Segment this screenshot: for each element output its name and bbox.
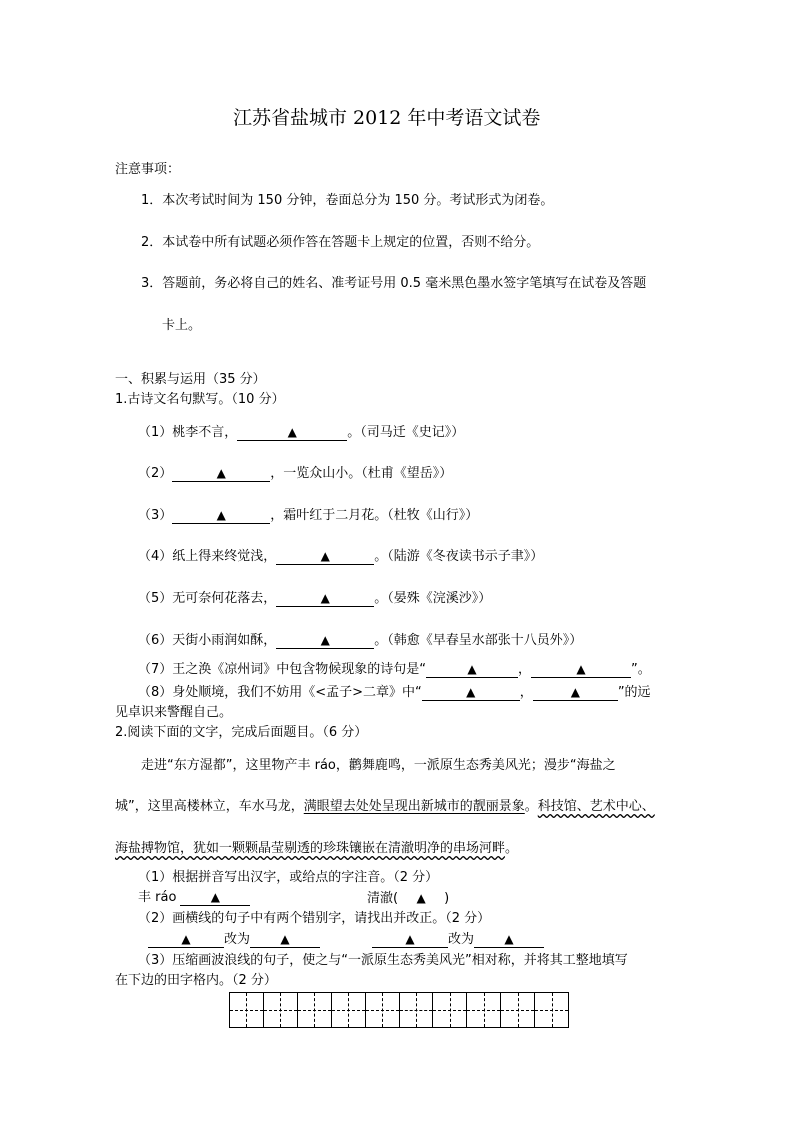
- q1-item-5-pre: （5）无可奈何花落去，: [138, 591, 277, 606]
- grid-cell[interactable]: [535, 993, 568, 1027]
- q2-sub1-a-label: 丰 ráo: [138, 890, 177, 905]
- notice-item-1: 1．本次考试时间为 150 分钟，卷面总分为 150 分。考试形式为闭卷。: [141, 193, 554, 208]
- triangle-marker: ▲: [210, 890, 221, 904]
- grid-cell[interactable]: [264, 993, 298, 1027]
- q1-item-1-blank[interactable]: [237, 424, 347, 441]
- q1-item-7-blank-a[interactable]: [426, 661, 518, 678]
- q1-item-7-post: ”。: [631, 662, 651, 677]
- wavy-underlined-sentence-b: 海盐搏物馆，犹如一颗颗晶莹剔透的珍珠镶嵌在清澈明净的串场河畔: [115, 841, 506, 856]
- grid-cell[interactable]: [230, 993, 264, 1027]
- notice-item-2: 2．本试卷中所有试题必须作答在答题卡上规定的位置，否则不给分。: [141, 235, 540, 250]
- q1-item-4-blank[interactable]: [276, 548, 374, 565]
- triangle-marker: ▲: [280, 932, 290, 946]
- q1-item-3-blank[interactable]: [172, 507, 270, 524]
- wavy-underlined-sentence-a: 科技馆、艺术中心、: [537, 799, 655, 814]
- triangle-marker: ▲: [216, 508, 226, 522]
- q1-item-5: [138, 590, 491, 608]
- grid-cell[interactable]: [400, 993, 434, 1027]
- q2-sub3-line-1: （3）压缩画波浪线的句子，使之与“一派原生态秀美风光”相对称，并将其工整地填写: [138, 953, 628, 968]
- triangle-marker: ▲: [287, 425, 297, 439]
- passage-line-1: 走进“东方湿都”，这里物产丰 ráo，鹳舞鹿鸣，一派原生态秀美风光；漫步“海盐之: [141, 758, 616, 773]
- triangle-marker: ▲: [320, 633, 330, 647]
- q1-item-2-post: ，一览众山小。（杜甫《望岳》）: [270, 466, 453, 481]
- q1-item-2-blank[interactable]: [172, 465, 270, 482]
- underlined-sentence: 满眼望去处处呈现出新城市的靓丽景象: [303, 799, 525, 814]
- q1-item-2: [138, 465, 452, 483]
- triangle-marker: ▲: [467, 662, 477, 676]
- q2-sub2-answer-b: [372, 931, 544, 949]
- q2-sub2-answer-a: [148, 931, 320, 949]
- grid-cell[interactable]: [366, 993, 400, 1027]
- q2-sub2: （2）画横线的句子中有两个错别字，请找出并改正。（2 分）: [138, 911, 491, 926]
- q1-heading: 1.古诗文名句默写。（10 分）: [115, 392, 285, 407]
- q1-item-3-post: ，霜叶红于二月花。（杜牧《山行》）: [270, 508, 479, 523]
- q2-sub1-answer-b: [367, 889, 449, 908]
- triangle-marker: ▲: [405, 932, 415, 946]
- grid-cell[interactable]: [332, 993, 366, 1027]
- q1-item-6-pre: （6）天街小雨润如酥，: [138, 633, 277, 648]
- q2-sub1: （1）根据拼音写出汉字，或给点的字注音。（2 分）: [138, 870, 439, 885]
- grid-cell[interactable]: [467, 993, 501, 1027]
- q2-sub2-blank-4[interactable]: [474, 931, 544, 948]
- q1-item-6-blank[interactable]: [276, 632, 374, 649]
- triangle-marker: ▲: [216, 466, 226, 480]
- q1-item-7: [138, 661, 651, 679]
- q2-sub1-b-end: ): [444, 891, 450, 906]
- q1-item-6: [138, 632, 582, 650]
- grid-cell[interactable]: [433, 993, 467, 1027]
- triangle-marker: ▲: [576, 662, 586, 676]
- q1-item-8-cont: 见卓识来警醒自己。: [115, 705, 233, 720]
- q2-sub1-b-label: 清澈(: [367, 891, 399, 906]
- q1-item-1-post: 。（司马迁《史记》）: [347, 425, 465, 440]
- passage-line-2-period: 。: [524, 799, 538, 814]
- notice-item-3-cont: 卡上。: [162, 318, 202, 333]
- q1-item-8-post: ”的远: [617, 685, 651, 700]
- q2-sub2-blank-1[interactable]: [148, 931, 224, 948]
- q1-item-4: [138, 548, 543, 566]
- q1-item-1-pre: （1）桃李不言，: [138, 425, 238, 440]
- q1-item-4-post: 。（陆游《冬夜读书示子聿》）: [374, 549, 544, 564]
- q1-item-1: [138, 424, 464, 442]
- q2-heading: 2.阅读下面的文字，完成后面题目。（6 分）: [115, 725, 368, 740]
- passage-line-2-plain: 城”，这里高楼林立，车水马龙，: [115, 799, 304, 814]
- q2-sub2-blank-2[interactable]: [250, 931, 320, 948]
- triangle-marker: ▲: [570, 685, 580, 699]
- passage-line-3: [115, 840, 518, 858]
- passage-line-2: [115, 798, 655, 816]
- triangle-marker: ▲: [320, 549, 330, 563]
- passage-line-3-period: 。: [505, 841, 519, 856]
- page-title: 江苏省盐城市 2012 年中考语文试卷: [233, 107, 541, 129]
- q2-sub2-blank-3[interactable]: [372, 931, 448, 948]
- q2-sub2-change-label-1: 改为: [224, 932, 251, 947]
- q2-sub3-line-2: 在下边的田字格内。（2 分）: [115, 973, 277, 988]
- section1-heading: 一、积累与运用（35 分）: [115, 372, 266, 387]
- q2-sub2-change-label-2: 改为: [448, 932, 475, 947]
- q1-item-3: [138, 507, 478, 525]
- triangle-marker: ▲: [504, 932, 514, 946]
- q1-item-4-pre: （4）纸上得来终觉浅，: [138, 549, 277, 564]
- q1-item-7-mid: ，: [518, 662, 532, 677]
- q2-sub1-b-blank[interactable]: [398, 889, 444, 908]
- triangle-marker: ▲: [181, 932, 191, 946]
- q1-item-7-blank-b[interactable]: [531, 661, 631, 678]
- notice-item-3: 3．答题前，务必将自己的姓名、准考证号用 0.5 毫米黑色墨水签字笔填写在试卷及答题: [141, 276, 647, 291]
- notice-heading: 注意事项：: [115, 162, 181, 177]
- q1-item-8-blank-a[interactable]: [422, 684, 520, 701]
- q1-item-2-pre: （2）: [138, 466, 173, 481]
- q1-item-7-pre: （7）王之涣《凉州词》中包含物候现象的诗句是“: [138, 662, 427, 677]
- grid-cell[interactable]: [501, 993, 535, 1027]
- q1-item-8-blank-b[interactable]: [533, 684, 618, 701]
- q2-sub1-a-blank[interactable]: [180, 889, 250, 906]
- q1-item-8-mid: ，: [519, 685, 533, 700]
- triangle-marker: ▲: [416, 891, 426, 905]
- q1-item-8: [138, 684, 651, 702]
- q1-item-3-pre: （3）: [138, 508, 173, 523]
- q1-item-8-pre: （8）身处顺境，我们不妨用《<孟子>二章》中“: [138, 685, 422, 700]
- q2-sub1-answer-a: [138, 889, 250, 907]
- tian-zi-grid[interactable]: [229, 992, 569, 1028]
- q1-item-6-post: 。（韩愈《早春呈水部张十八员外》）: [374, 633, 583, 648]
- q1-item-5-blank[interactable]: [276, 590, 374, 607]
- triangle-marker: ▲: [466, 685, 476, 699]
- grid-cell[interactable]: [298, 993, 332, 1027]
- triangle-marker: ▲: [320, 591, 330, 605]
- q1-item-5-post: 。（晏殊《浣溪沙》）: [374, 591, 492, 606]
